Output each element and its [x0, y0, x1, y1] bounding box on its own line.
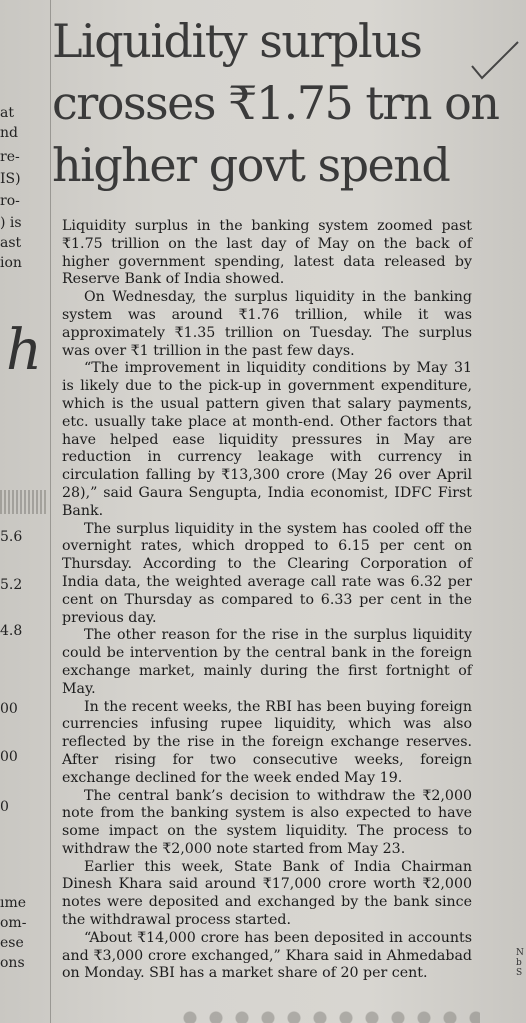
fragment: re- — [0, 149, 20, 165]
fragment: 00 — [0, 701, 18, 717]
fragment: nd — [0, 125, 18, 141]
fragment: ro- — [0, 193, 20, 209]
fragment: at — [0, 105, 14, 121]
fragment: h — [6, 318, 43, 383]
fragment: N — [516, 948, 524, 958]
pen-check-mark-icon — [468, 40, 520, 80]
paragraph: “About ₹14,000 crore has been deposited in accounts and ₹3,000 crore exchanged,” Khara said in Ahmedabad on Monday. SBI has a market share of 20 per cent. — [62, 929, 472, 982]
bottom-ornament — [180, 1008, 480, 1023]
paragraph: The other reason for the rise in the surplus liquidity could be intervention by the central bank in the foreign exchange market, mainly during the first fortnight of May. — [62, 627, 472, 697]
fragment: 4.8 — [0, 623, 23, 639]
article-body — [62, 218, 472, 983]
fragment: 00 — [0, 749, 18, 765]
fragment: om- — [0, 915, 27, 931]
headline — [52, 10, 526, 196]
fragment: ast — [0, 235, 22, 251]
paragraph: The surplus liquidity in the system has cooled off the overnight rates, which dropped to 6.15 per cent on Thursday. According to the Clearing Corporation of India data, the weighted average call rate was 6.32 per cent on Thursday as compared to 6.33 per cent in the previous day. — [62, 520, 472, 626]
fragment: ese — [0, 935, 24, 951]
paragraph: In the recent weeks, the RBI has been buying foreign currencies infusing rupee liquidity, which was also reflected by the rise in the foreign exchange reserves. After rising for two consecutive weeks, foreign exchange declined for the week ended May 19. — [62, 698, 472, 786]
fragment: b — [516, 958, 522, 968]
fragment: ion — [0, 255, 22, 271]
adjacent-column — [0, 0, 51, 1023]
fragment: 0 — [0, 799, 9, 815]
fragment: 5.6 — [0, 529, 23, 545]
fragment: ) is — [0, 215, 22, 231]
dotted-rule — [0, 490, 46, 514]
paragraph: On Wednesday, the surplus liquidity in the banking system was around ₹1.76 trillion, while it was approximately ₹1.35 trillion on Tuesday. The surplus was over ₹1 trillion in the past few days. — [62, 289, 472, 359]
fragment: S — [516, 968, 523, 978]
paragraph: The central bank’s decision to withdraw the ₹2,000 note from the banking system is also expected to have some impact on the system liquidity. The process to withdraw the ₹2,000 note started from May 23. — [62, 787, 472, 857]
fragment: ıme — [0, 895, 27, 911]
fragment: 5.2 — [0, 577, 23, 593]
headline-line: higher govt spend — [52, 138, 450, 192]
headline-line: crosses ₹1.75 trn on — [52, 76, 499, 130]
paragraph: “The improvement in liquidity conditions by May 31 is likely due to the pick-up in government expenditure, which is the usual pattern given that salary payments, etc. usually take place at month-end. Other factors that have helped ease liquidity pressures in May are reduction in currency leakage with currency in circulation falling by ₹13,300 crore (May 26 over April 28),” said Gaura Sengupta, India economist, IDFC First Bank. — [62, 360, 472, 519]
paragraph: Earlier this week, State Bank of India Chairman Dinesh Khara said around ₹17,000 crore worth ₹2,000 notes were deposited and exchanged by the bank since the withdrawal process started. — [62, 858, 472, 929]
fragment: IS) — [0, 171, 21, 187]
headline-line: Liquidity surplus — [52, 14, 422, 68]
paragraph: Liquidity surplus in the banking system zoomed past ₹1.75 trillion on the last day of May on the back of higher government spending, latest data released by Reserve Bank of India showed. — [62, 218, 472, 288]
fragment: ons — [0, 955, 25, 971]
